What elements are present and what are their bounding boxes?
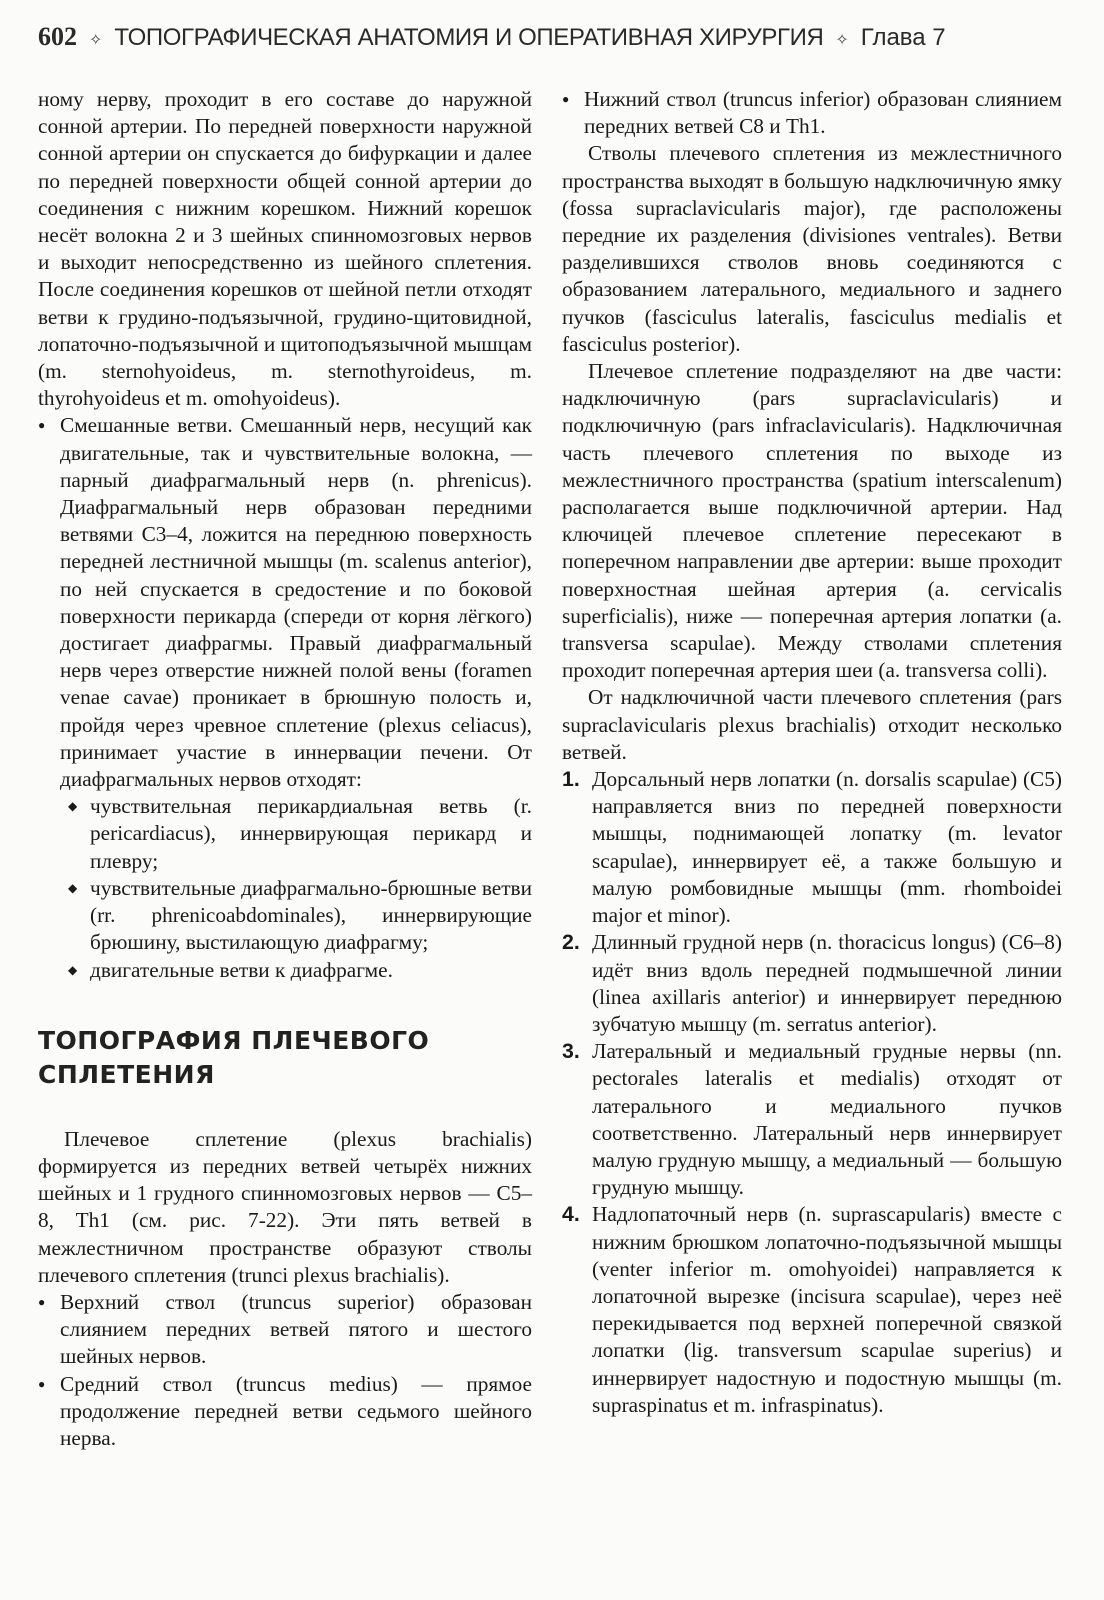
right-column bbox=[562, 86, 1062, 1419]
bullet-mixed-branches: ● Смешанные ветви. Смешанный нерв, несущий как двигательные, так и чувствительные волокна, — парный диафрагмальный нерв (n. phrenicus). Диафрагмальный нерв образован передними ветвями C3–4, ложится на переднюю поверхность передней лестничной мышцы (m. scalenus anterior), по ней спускается в средостение и по боковой поверхности перикарда (спереди от корня лёгкого) достигает диафрагмы. Правый диафрагмальный нерв через отверстие нижней полой вены (foramen venae cavae) проникает в брюшную полость и, пройдя через чревное сплетение (plexus celiacus), принимает участие в иннервации печени. От диафрагмальных нервов отходят: bbox=[38, 412, 532, 793]
separator-icon: ✧ bbox=[835, 32, 849, 49]
bullet-trunk-inferior: ● Нижний ствол (truncus inferior) образован слиянием передних ветвей C8 и Th1. bbox=[562, 86, 1062, 140]
item-text: Надлопаточный нерв (n. suprascapularis) вместе с нижним брюшком лопаточно-подъязычной мышцы (venter inferior m. omohyoidei) направляется к лопаточной вырезке (incisura scapulae), через неё перекидывается под верхней поперечной связкой лопатки (lig. transversum scapulae superius) и иннервирует надостную и подостную мышцы (m. supraspinatus et m. infraspinatus). bbox=[592, 1202, 1062, 1417]
sub-item-phrenicoabdominal: ◆ чувствительные диафрагмально-брюшные ветви (rr. phrenicoabdominales), иннервирующие брюшину, выстилающую диафрагму; bbox=[38, 875, 532, 957]
item-number: 3. bbox=[562, 1039, 580, 1064]
paragraph: Плечевое сплетение (plexus brachialis) формируется из передних ветвей четырёх нижних шейных и 1 грудного спинномозговых нервов — C5–8, Th1 (см. рис. 7-22). Эти пять ветвей в межлестничном пространстве образуют стволы плечевого сплетения (trunci plexus brachialis). bbox=[38, 1126, 532, 1287]
chapter-label: Глава 7 bbox=[860, 24, 946, 51]
paragraph: От надключичной части плечевого сплетения (pars supraclavicularis plexus brachialis) отходит несколько ветвей. bbox=[562, 685, 1062, 764]
list-item bbox=[562, 1201, 1062, 1419]
bullet-trunk-medius: ● Средний ствол (truncus medius) — прямое продолжение передней ветви седьмого шейного нерва. bbox=[38, 1371, 532, 1453]
item-number: 1. bbox=[562, 767, 580, 792]
book-title: ТОПОГРАФИЧЕСКАЯ АНАТОМИЯ И ОПЕРАТИВНАЯ ХИРУРГИЯ bbox=[114, 24, 824, 51]
separator-icon: ✧ bbox=[89, 32, 103, 49]
paragraph: Стволы плечевого сплетения из межлестничного пространства выходят в большую надключичную ямку (fossa supraclavicularis major), где расположены передние их разделения (divisiones ventrales). Ветви разделившихся стволов вновь соединяются с образованием латерального, медиального и заднего пучков (fasciculus lateralis, fasciculus medialis et fasciculus posterior). bbox=[562, 141, 1062, 356]
section-heading: ТОПОГРАФИЯ ПЛЕЧЕВОГО СПЛЕТЕНИЯ bbox=[38, 1025, 430, 1089]
paragraph: Плечевое сплетение подразделяют на две части: надключичную (pars supraclavicularis) и подключичную (pars infraclavicularis). Надключичная часть плечевого сплетения по выходе из межлестничного пространства (spatium interscalenum) располагается выше подключичной артерии. Над ключицей плечевое сплетение пересекают в поперечном направлении две артерии: выше проходит поверхностная шейная артерия (a. cervicalis superficialis), ниже — поперечная артерия лопатки (a. transversa scapulae). Между стволами сплетения проходит поперечная артерия шеи (a. transversa colli). bbox=[562, 359, 1062, 683]
sub-item-pericardial: ◆ чувствительная перикардиальная ветвь (r. pericardiacus), иннервирующая перикард и плевру; bbox=[38, 793, 532, 875]
running-header bbox=[38, 22, 1074, 56]
left-column bbox=[38, 86, 532, 1452]
item-number: 4. bbox=[562, 1202, 580, 1227]
sub-item-motor: ◆ двигательные ветви к диафрагме. bbox=[38, 957, 532, 984]
list-item bbox=[562, 1038, 1062, 1201]
item-text: Дорсальный нерв лопатки (n. dorsalis scapulae) (C5) направляется вниз по передней поверхности мышцы, поднимающей лопатку (m. levator scapulae), иннервирует её, а также большую и малую ромбовидные мышцы (mm. rhomboidei major et minor). bbox=[592, 767, 1062, 928]
item-text: Латеральный и медиальный грудные нервы (nn. pectorales lateralis et medialis) отходят от латерального и медиального пучков соответственно. Латеральный нерв иннервирует малую грудную мышцу, а медиальный — большую грудную мышцу. bbox=[592, 1039, 1062, 1200]
paragraph: ному нерву, проходит в его составе до наружной сонной артерии. По передней поверхности наружной сонной артерии он спускается до бифуркации и далее по передней поверхности общей сонной артерии до соединения с нижним корешком. Нижний корешок несёт волокна 2 и 3 шейных спинномозговых нервов и выходит непосредственно из шейного сплетения. После соединения корешков от шейной петли отходят ветви к грудино-подъязычной, грудино-щитовидной, лопаточно-подъязычной и щитоподъязычной мышцам (m. sternohyoideus, m. sternothyroideus, m. thyrohyoideus et m. omohyoideus). bbox=[38, 87, 532, 411]
list-item bbox=[562, 766, 1062, 929]
item-text: Длинный грудной нерв (n. thoracicus longus) (C6–8) идёт вниз вдоль передней подмышечной линии (linea axillaris anterior) и иннервирует переднюю зубчатую мышцу (m. serratus anterior). bbox=[592, 930, 1062, 1036]
list-item bbox=[562, 929, 1062, 1038]
page-number: 602 bbox=[38, 22, 77, 51]
bullet-trunk-superior: ● Верхний ствол (truncus superior) образован слиянием передних ветвей пятого и шестого шейных нервов. bbox=[38, 1289, 532, 1371]
item-number: 2. bbox=[562, 930, 580, 955]
